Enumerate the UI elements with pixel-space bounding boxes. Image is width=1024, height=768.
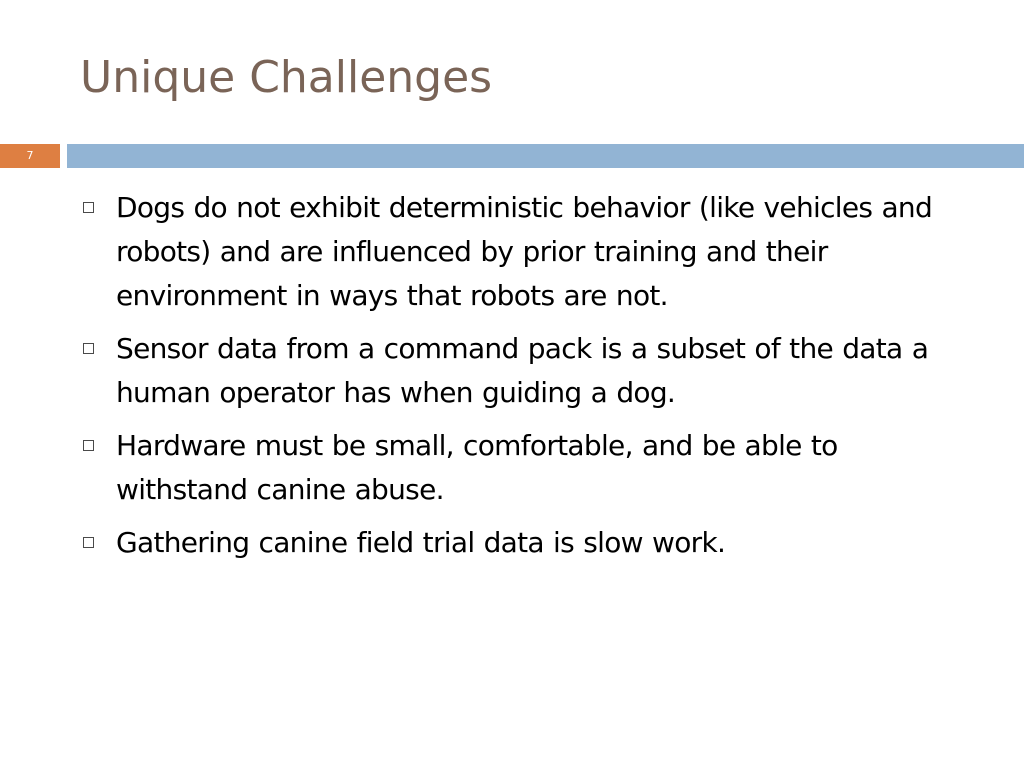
hollow-square-icon — [83, 202, 94, 213]
bullet-text: Dogs do not exhibit deterministic behavior (like vehicles and robots) and are influenced by prior training and their environment in ways that robots are not. — [116, 191, 933, 312]
bullet-item — [80, 327, 970, 415]
slide-title: Unique Challenges — [80, 52, 493, 103]
hollow-square-icon — [83, 537, 94, 548]
bullet-text: Sensor data from a command pack is a subset of the data a human operator has when guiding a dog. — [116, 332, 929, 409]
bullet-text: Hardware must be small, comfortable, and be able to withstand canine abuse. — [116, 429, 838, 506]
hollow-square-icon — [83, 343, 94, 354]
bullet-item — [80, 521, 970, 565]
hollow-square-icon — [83, 440, 94, 451]
bullet-text: Gathering canine field trial data is slow work. — [116, 526, 726, 559]
bullet-item — [80, 424, 970, 512]
bullet-list — [80, 186, 970, 574]
title-divider-bar — [67, 144, 1024, 168]
slide-number: 7 — [0, 144, 60, 168]
bullet-item — [80, 186, 970, 318]
